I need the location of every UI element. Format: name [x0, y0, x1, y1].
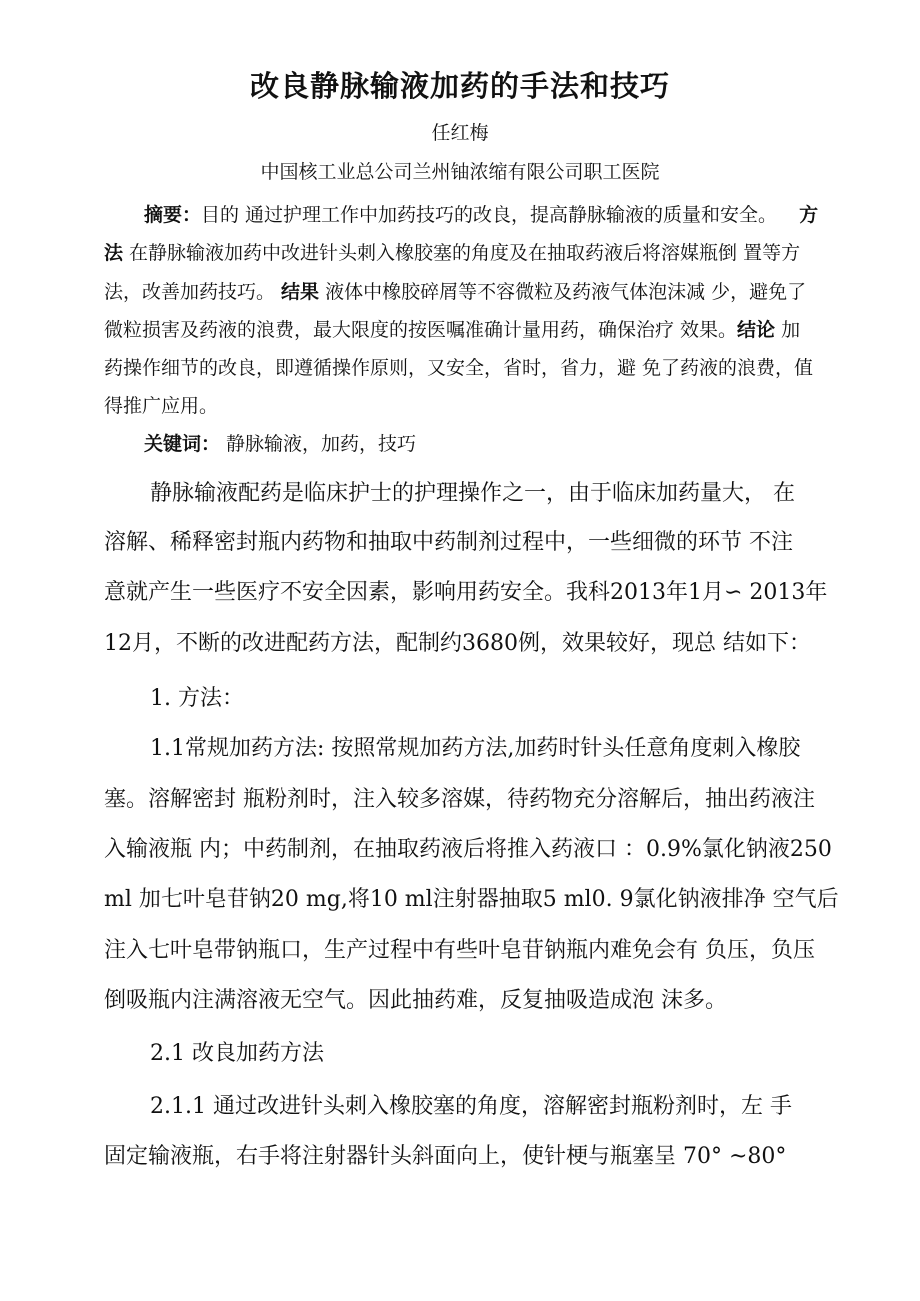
- body-line: ml 加七叶皂苷钠20 mg,将10 ml注射器抽取5 ml0. 9氯化钠液排净 空气后: [104, 887, 839, 912]
- body-line: 2.1.1 通过改进针头刺入橡胶塞的角度，溶解密封瓶粉剂时，左 手: [150, 1094, 792, 1119]
- body-line: 注入七叶皂带钠瓶口，生产过程中有些叶皂苷钠瓶内难免会有 负压，负压: [104, 938, 815, 963]
- body-line: 意就产生一些医疗不安全因素，影响用药安全。我科2013年1月∽ 2013年: [104, 580, 828, 605]
- abstract-line-4: [104, 321, 800, 340]
- body-line: 溶解、稀释密封瓶内药物和抽取中药制剂过程中，一些细微的环节 不注: [104, 530, 793, 555]
- author-affiliation: 中国核工业总公司兰州铀浓缩有限公司职工医院: [260, 161, 660, 183]
- abstract-line-1: [144, 206, 818, 225]
- keywords-value: 静脉输液，加药，技巧: [220, 433, 417, 455]
- section-heading-2-1: 2.1 改良加药方法: [150, 1041, 324, 1066]
- abstract-conclusion-label: 结论: [737, 319, 776, 341]
- body-line: 倒吸瓶内注满溶液无空气。因此抽药难，反复抽吸造成泡 沫多。: [104, 988, 727, 1013]
- abstract-method-label-cont: 法: [104, 242, 124, 264]
- abstract-line-5: 药操作细节的改良，即遵循操作原则，又安全，省时，省力，避 免了药液的浪费，值: [104, 357, 814, 379]
- abstract-text: 微粒损害及药液的浪费，最大限度的按医嘱准确计量用药，确保治疗 效果。: [104, 319, 738, 341]
- abstract-result-label: 结果: [281, 281, 320, 303]
- body-line: 1.1常规加药方法: 按照常规加药方法,加药时针头任意角度刺入橡胶: [150, 736, 801, 761]
- body-line: 塞。溶解密封 瓶粉剂时，注入较多溶媒，待药物充分溶解后，抽出药液注: [104, 787, 815, 812]
- paper-title: 改良静脉输液加药的手法和技巧: [249, 69, 670, 103]
- abstract-text: 液体中橡胶碎屑等不容微粒及药液气体泡沫减 少，避免了: [319, 281, 807, 303]
- author-name: 任红梅: [431, 122, 489, 144]
- keywords-line: [144, 435, 416, 454]
- abstract-line-2: [104, 244, 800, 263]
- abstract-text: 在静脉输液加药中改进针头刺入橡胶塞的角度及在抽取药液后将溶媒瓶倒 置等方: [123, 242, 801, 264]
- abstract-label: 摘要：: [144, 204, 202, 226]
- abstract-line-6: 得推广应用。: [104, 395, 219, 417]
- abstract-method-label: 方: [799, 204, 819, 226]
- body-line: 固定输液瓶，右手将注射器针头斜面向上，使针梗与瓶塞呈 70° ~80°: [104, 1144, 787, 1169]
- body-line: 入输液瓶 内；中药制剂，在抽取药液后将推入药液口 ：0.9%氯化钠液250: [104, 837, 832, 862]
- abstract-line-3: [104, 283, 806, 302]
- body-line: 12月，不断的改进配药方法，配制约3680例，效果较好，现总 结如下：: [104, 631, 811, 656]
- keywords-label: 关键词：: [144, 433, 221, 455]
- abstract-text: 目的 通过护理工作中加药技巧的改良，提高静脉输液的质量和安全。: [201, 204, 778, 226]
- abstract-text: 加: [775, 319, 801, 341]
- abstract-text: 法，改善加药技巧。: [104, 281, 282, 303]
- body-line: 静脉输液配药是临床护士的护理操作之一，由于临床加药量大， 在: [150, 481, 795, 506]
- section-heading-1: 1. 方法：: [150, 686, 244, 711]
